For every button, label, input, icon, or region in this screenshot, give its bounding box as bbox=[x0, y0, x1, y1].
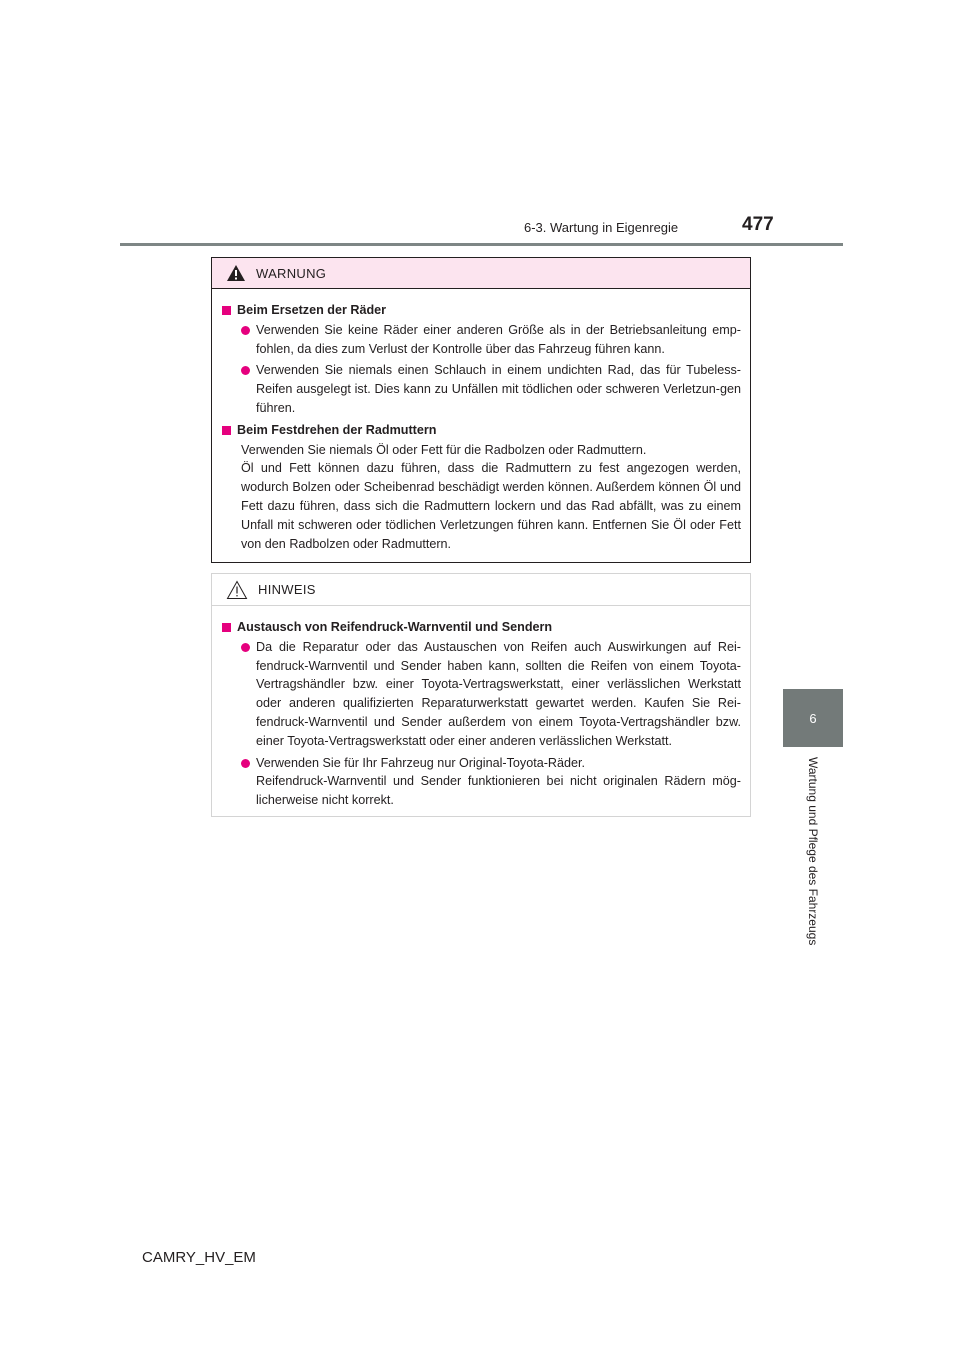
list-item: Da die Reparatur oder das Austauschen von Reifen auch Auswirkungen auf Rei-fendruck-Warnventil und Sender haben kann, sollten die Reifen von einem Toyota-Vertragshändler bzw. einer Toyota-Vertragswerkstatt, einer verlässlichen Werkstatt oder anderen qualifizierten Reparaturwerkstatt gewartet werden. Kaufen Sie Rei-fendruck-Warnventil und Sender außerdem von einem Toyota-Vertragshändler bzw. einer Toyota-Vertragswerkstatt oder einer anderen verlässlichen Werkstatt. bbox=[222, 638, 741, 751]
chapter-title: Wartung und Pflege des Fahrzeugs bbox=[806, 757, 820, 946]
round-bullet-icon bbox=[241, 643, 250, 652]
warning-body bbox=[212, 289, 750, 553]
warning-header bbox=[212, 258, 750, 289]
list-item: Verwenden Sie keine Räder einer anderen Größe als in der Betriebsanleitung emp-fohlen, da dies zum Verlust der Kontrolle über das Fahrzeug führen kann. bbox=[222, 321, 741, 359]
page-number: 477 bbox=[742, 214, 774, 235]
chapter-number: 6 bbox=[809, 710, 817, 726]
warning-triangle-icon bbox=[226, 264, 246, 282]
caution-triangle-outline-icon bbox=[226, 580, 248, 600]
section-heading: Beim Festdrehen der Radmuttern bbox=[222, 421, 741, 440]
section-heading: Beim Ersetzen der Räder bbox=[222, 301, 741, 320]
header-divider bbox=[120, 243, 843, 246]
paragraph: Öl und Fett können dazu führen, dass die Radmuttern zu fest angezogen werden, wodurch Bolzen oder Scheibenrad beschädigt werden können. Außerdem können Öl und Fett dazu führen, dass sich die Radmuttern lockern und das Rad abfällt, was zu einem Unfall mit schweren oder tödlichen Verletzungen führen kann. Entfernen Sie Öl oder Fett von den Radbolzen oder Radmuttern. bbox=[241, 461, 741, 551]
square-bullet-icon bbox=[222, 426, 231, 435]
round-bullet-icon bbox=[241, 326, 250, 335]
chapter-side-label bbox=[803, 757, 823, 957]
paragraph: Reifendruck-Warnventil und Sender funktionieren bei nicht originalen Rädern mög-licherweise nicht korrekt. bbox=[256, 774, 741, 808]
section-heading: Austausch von Reifendruck-Warnventil und Sendern bbox=[222, 618, 741, 637]
notice-label: HINWEIS bbox=[258, 582, 316, 597]
notice-body bbox=[212, 606, 750, 810]
warning-box bbox=[211, 257, 751, 563]
square-bullet-icon bbox=[222, 306, 231, 315]
document-code: CAMRY_HV_EM bbox=[142, 1249, 256, 1266]
round-bullet-icon bbox=[241, 759, 250, 768]
list-item: Verwenden Sie niemals einen Schlauch in einem undichten Rad, das für Tubeless-Reifen ausgelegt ist. Dies kann zu Unfällen mit tödlichen oder schweren Verletzun-gen führen. bbox=[222, 361, 741, 417]
notice-header bbox=[212, 574, 750, 606]
notice-box bbox=[211, 573, 751, 817]
round-bullet-icon bbox=[241, 366, 250, 375]
section-title: 6-3. Wartung in Eigenregie bbox=[524, 220, 679, 235]
warning-label: WARNUNG bbox=[256, 265, 327, 281]
chapter-tab bbox=[783, 689, 843, 747]
list-item: Verwenden Sie für Ihr Fahrzeug nur Original-Toyota-Räder. bbox=[222, 754, 741, 773]
square-bullet-icon bbox=[222, 623, 231, 632]
paragraph: Verwenden Sie niemals Öl oder Fett für die Radbolzen oder Radmuttern. bbox=[241, 442, 647, 457]
